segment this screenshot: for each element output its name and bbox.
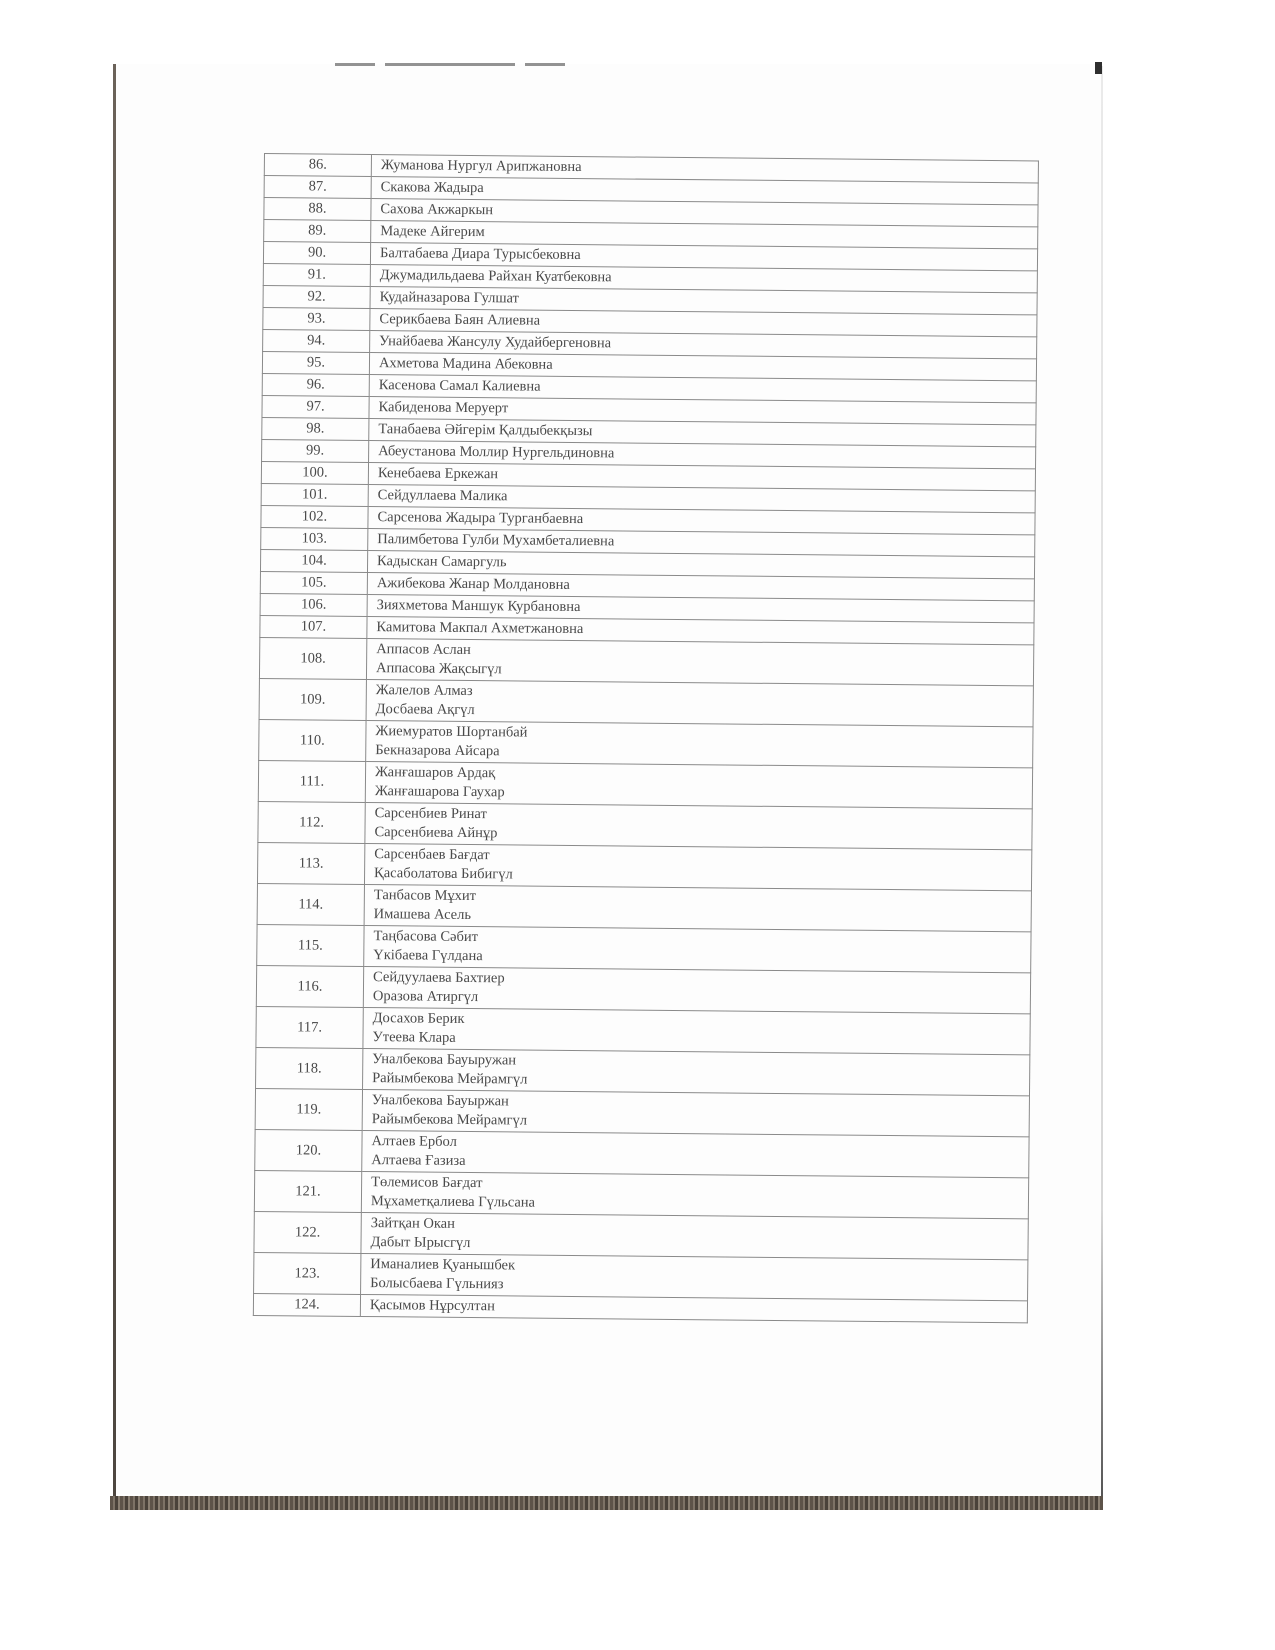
person-name: Скакова Жадыра xyxy=(380,179,484,197)
person-name: Сейдуллаева Малика xyxy=(377,487,508,505)
row-number: 97. xyxy=(262,395,369,418)
row-names-cell xyxy=(366,721,1033,768)
row-number: 96. xyxy=(262,373,369,396)
row-number: 104. xyxy=(260,549,367,572)
person-name: Сарсенова Жадыра Турганбаевна xyxy=(377,509,584,528)
person-name: Аппасова Жақсыгүл xyxy=(375,660,502,678)
row-names-cell xyxy=(366,680,1033,727)
row-number: 100. xyxy=(261,461,368,484)
page-right-edge-shadow xyxy=(1101,66,1103,1496)
row-number: 86. xyxy=(264,154,371,177)
row-names-cell xyxy=(366,639,1033,686)
person-name: Райымбекова Мейрамгүл xyxy=(372,1070,528,1088)
row-number: 87. xyxy=(264,176,371,199)
row-names-cell xyxy=(363,1048,1030,1095)
person-name: Ажибекова Жанар Молдановна xyxy=(376,575,570,593)
person-name: Жанғашарова Гаухар xyxy=(374,783,505,801)
row-number: 107. xyxy=(260,615,367,638)
person-name: Уналбекова Бауыружан xyxy=(372,1051,517,1069)
person-name: Сарсенбиев Ринат xyxy=(374,805,487,823)
row-names-cell xyxy=(364,925,1031,972)
row-number: 110. xyxy=(259,719,366,761)
person-name: Балтабаева Диара Турысбековна xyxy=(379,245,581,264)
row-names-cell xyxy=(364,884,1031,931)
row-number: 109. xyxy=(259,678,366,720)
person-name: Кабиденова Меруерт xyxy=(378,399,509,417)
roster-table-body xyxy=(253,154,1038,1323)
row-names-cell xyxy=(361,1212,1028,1259)
person-name: Аппасов Аслан xyxy=(376,641,471,659)
person-name: Үкібаева Гүлдана xyxy=(373,947,483,965)
person-name: Уналбекова Бауыржан xyxy=(371,1092,509,1110)
person-name: Сарсенбиева Айнұр xyxy=(374,824,498,842)
row-number: 95. xyxy=(262,351,369,374)
row-names-cell xyxy=(363,966,1030,1013)
row-names-cell xyxy=(361,1171,1028,1218)
person-name: Алтаева Ғазиза xyxy=(371,1152,466,1169)
row-number: 121. xyxy=(254,1170,361,1212)
scan-smudge xyxy=(385,63,515,66)
person-name: Ахметова Мадина Абековна xyxy=(378,355,553,373)
person-name: Джумадильдаева Райхан Куатбековна xyxy=(379,267,612,286)
row-number: 122. xyxy=(254,1211,361,1253)
person-name: Танабаева Әйгерім Қалдыбекқызы xyxy=(378,421,593,440)
person-name: Сейдуулаева Бахтиер xyxy=(373,969,505,987)
row-number: 102. xyxy=(261,505,368,528)
row-number: 112. xyxy=(258,801,365,843)
row-number: 88. xyxy=(264,198,371,221)
person-name: Палимбетова Гулби Мухамбеталиевна xyxy=(377,531,615,550)
row-number: 117. xyxy=(256,1006,363,1048)
row-number: 111. xyxy=(258,760,365,802)
roster-table xyxy=(253,153,1039,1323)
person-name: Жуманова Нургул Арипжановна xyxy=(380,157,582,176)
person-name: Дабыт Ырысгүл xyxy=(370,1234,471,1252)
row-number: 114. xyxy=(257,883,364,925)
row-number: 108. xyxy=(259,637,366,679)
person-name: Кенебаева Еркежан xyxy=(377,465,499,483)
person-name: Қасаболатова Бибигүл xyxy=(374,865,513,883)
row-number: 94. xyxy=(263,329,370,352)
person-name: Камитова Макпал Ахметжановна xyxy=(376,619,584,638)
person-name: Мұхаметқалиева Гүльсана xyxy=(370,1193,536,1211)
row-names-cell xyxy=(363,1007,1030,1054)
person-name: Оразова Атиргүл xyxy=(372,988,479,1006)
scanner-bed-strip xyxy=(110,1496,1103,1510)
row-names-cell xyxy=(362,1089,1029,1136)
row-number: 116. xyxy=(256,965,363,1007)
row-number: 101. xyxy=(261,483,368,506)
person-name: Досахов Берик xyxy=(372,1010,465,1027)
person-name: Таңбасова Сәбит xyxy=(373,928,479,946)
row-number: 124. xyxy=(253,1293,360,1316)
row-number: 93. xyxy=(263,307,370,330)
person-name: Досбаева Ақгүл xyxy=(375,701,475,719)
person-name: Сарсенбаев Бағдат xyxy=(374,846,490,864)
page-left-edge-shadow xyxy=(113,64,116,1496)
person-name: Зияхметова Маншук Курбановна xyxy=(376,597,581,616)
person-name: Кадыскан Самаргуль xyxy=(377,553,507,571)
person-name: Райымбекова Мейрамгүл xyxy=(371,1111,528,1129)
row-number: 105. xyxy=(260,571,367,594)
row-number: 99. xyxy=(262,439,369,462)
person-name: Жалелов Алмаз xyxy=(375,682,473,700)
person-name: Бекназарова Айсара xyxy=(375,742,500,760)
row-number: 115. xyxy=(257,924,364,966)
person-name: Жиемуратов Шортанбай xyxy=(375,723,528,741)
person-name: Алтаев Ербол xyxy=(371,1133,457,1150)
row-names-cell xyxy=(362,1130,1029,1177)
person-name: Имашева Асель xyxy=(373,906,472,924)
row-names-cell xyxy=(364,844,1031,891)
scan-smudge xyxy=(525,63,565,66)
person-name: Жанғашаров Ардақ xyxy=(374,764,496,782)
scan-corner-mark xyxy=(1095,62,1102,74)
row-number: 89. xyxy=(264,220,371,243)
row-number: 119. xyxy=(255,1088,362,1130)
row-number: 92. xyxy=(263,285,370,308)
person-name: Абеустанова Моллир Нургельдиновна xyxy=(378,443,615,462)
person-name: Серикбаева Баян Алиевна xyxy=(379,311,541,329)
row-number: 113. xyxy=(257,842,364,884)
row-number: 98. xyxy=(262,417,369,440)
row-names-cell xyxy=(365,762,1032,809)
person-name: Касенова Самал Калиевна xyxy=(378,377,541,395)
row-number: 103. xyxy=(261,527,368,550)
person-name: Утеева Клара xyxy=(372,1029,456,1046)
person-name: Болысбаева Гүльнияз xyxy=(370,1275,504,1293)
person-name: Танбасов Мұхит xyxy=(373,887,477,905)
person-name: Зайтқан Окан xyxy=(370,1215,455,1232)
row-number: 106. xyxy=(260,593,367,616)
row-number: 123. xyxy=(254,1252,361,1294)
row-number: 90. xyxy=(263,242,370,265)
roster-table-container xyxy=(253,153,1039,1323)
person-name: Мадеке Айгерим xyxy=(380,223,485,241)
person-name: Сахова Акжаркын xyxy=(380,201,494,219)
row-number: 120. xyxy=(255,1129,362,1171)
row-number: 118. xyxy=(256,1047,363,1089)
row-names-cell xyxy=(361,1253,1028,1300)
scan-smudge xyxy=(335,63,375,66)
row-number: 91. xyxy=(263,263,370,286)
person-name: Қасымов Нұрсултан xyxy=(369,1297,495,1315)
person-name: Иманалиев Қуанышбек xyxy=(370,1256,516,1274)
person-name: Унайбаева Жансулу Худайбергеновна xyxy=(379,333,612,352)
row-names-cell xyxy=(365,803,1032,850)
person-name: Кудайназарова Гулшат xyxy=(379,289,520,307)
person-name: Төлемисов Бағдат xyxy=(371,1174,483,1192)
